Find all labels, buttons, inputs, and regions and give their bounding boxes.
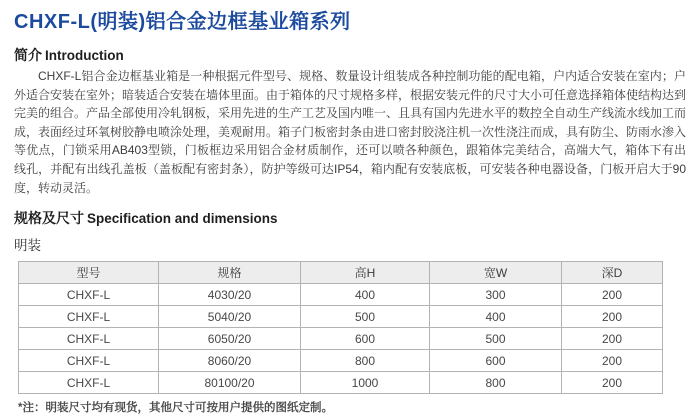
table-row [19, 350, 663, 372]
table-row [19, 372, 663, 394]
table-row [19, 284, 663, 306]
page-title: CHXF-L(明装)铝合金边框基业箱系列 [14, 11, 351, 33]
table-cell: 600 [301, 328, 430, 350]
table-cell: CHXF-L [19, 306, 159, 328]
spec-heading-en: Specification and dimensions [87, 211, 278, 227]
table-cell: 500 [430, 328, 562, 350]
intro-heading-zh: 简介 [14, 47, 42, 63]
table-row [19, 328, 663, 350]
table-header-cell: 规格 [159, 262, 301, 284]
table-header-cell: 深D [562, 262, 663, 284]
table-cell: CHXF-L [19, 372, 159, 394]
table-cell: CHXF-L [19, 350, 159, 372]
intro-paragraph: CHXF-L铝合金边框基业箱是一种根据元件型号、规格、数量设计组装成各种控制功能的配电箱，户内适合安装在室内；户外适合安装在室外；暗装适合安装在墙体里面。由于箱体的尺寸规格多样，根据安装元件的尺寸大小可任意选择箱体使结构达到完美的组合。产品全部使用冷轧钢板，采用先进的生产工艺及国内唯一、且具有国内先进水平的数控全自动生产线流水线加工而成，表面经过环氧树胶静电喷涂处理，美观耐用。箱子门板密封条由进口密封胶浇注机一次性浇注而成，具有防尘、防雨水渗入等优点，门锁采用AB403型锁，门板框边采用铝合金材质制作，还可以喷各种颜色，跟箱体完美结合，高端大气，箱体下有出线孔，并配有出线孔盖板（盖板配有密封条），防护等级可达IP54，箱内配有安装底板，可安装各种电器设备，门板开启大于90度，转动灵活。 [14, 69, 687, 195]
table-cell: 1000 [301, 372, 430, 394]
table-cell: 200 [562, 306, 663, 328]
intro-section-heading [14, 47, 686, 64]
spec-heading-zh: 规格及尺寸 [14, 210, 84, 227]
table-cell: 80100/20 [159, 372, 301, 394]
table-cell: 8060/20 [159, 350, 301, 372]
table-cell: 800 [301, 350, 430, 372]
table-cell: 200 [562, 350, 663, 372]
table-cell: CHXF-L [19, 328, 159, 350]
table-header-cell: 高H [301, 262, 430, 284]
table-cell: CHXF-L [19, 284, 159, 306]
footnote: *注：明装尺寸均有现货，其他尺寸可按用户提供的图纸定制。 [18, 402, 333, 415]
spec-section-heading [14, 210, 686, 227]
table-row [19, 306, 663, 328]
table-cell: 6050/20 [159, 328, 301, 350]
intro-heading-en: Introduction [45, 48, 124, 63]
table-cell: 300 [430, 284, 562, 306]
table-header-cell: 型号 [19, 262, 159, 284]
table-header-cell: 宽W [430, 262, 562, 284]
table-cell: 200 [562, 284, 663, 306]
spec-table [18, 261, 663, 394]
table-cell: 800 [430, 372, 562, 394]
table-cell: 600 [430, 350, 562, 372]
table-header-row [19, 262, 663, 284]
table-cell: 5040/20 [159, 306, 301, 328]
spec-subheading: 明装 [14, 238, 41, 254]
table-cell: 200 [562, 372, 663, 394]
table-cell: 4030/20 [159, 284, 301, 306]
table-cell: 200 [562, 328, 663, 350]
table-cell: 400 [430, 306, 562, 328]
table-cell: 500 [301, 306, 430, 328]
table-cell: 400 [301, 284, 430, 306]
